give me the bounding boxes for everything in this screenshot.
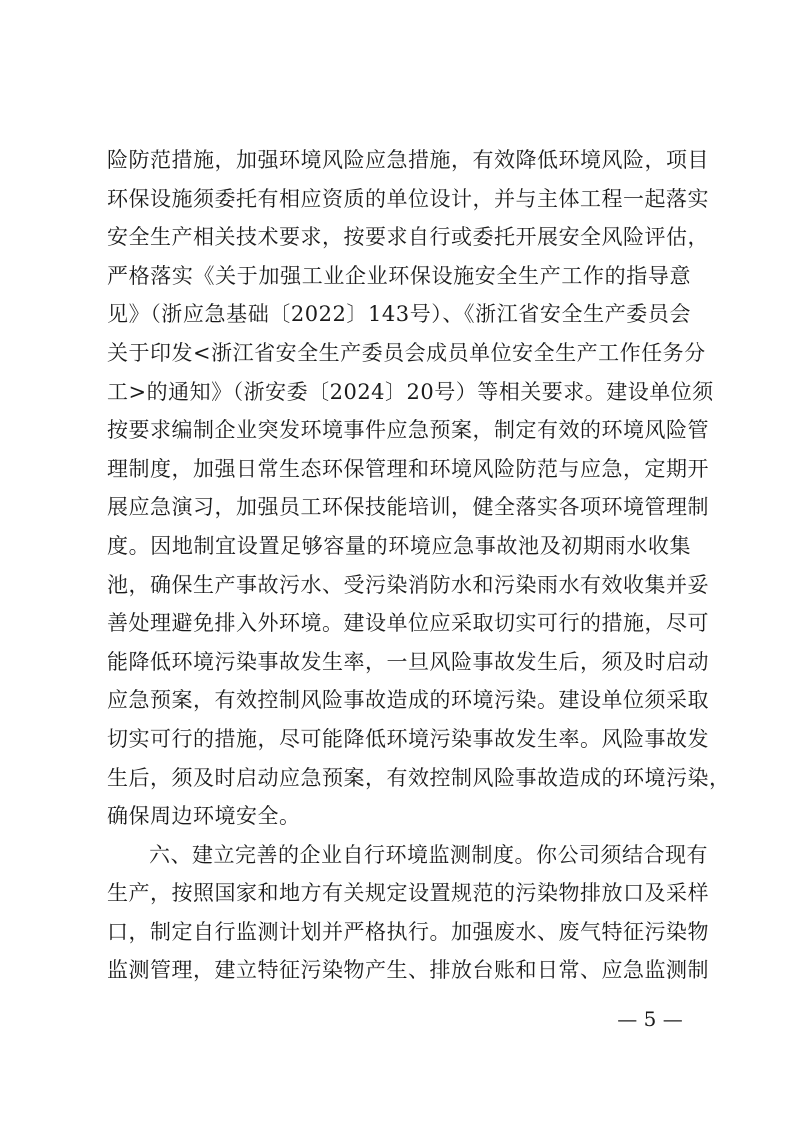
page-number: — 5 — bbox=[617, 1007, 683, 1031]
body-text bbox=[107, 141, 731, 990]
text-line: 按要求编制企业突发环境事件应急预案，制定有效的环境风险管 bbox=[107, 418, 709, 443]
text-line: 确保周边环境安全。 bbox=[107, 804, 301, 829]
text-line: 环保设施须委托有相应资质的单位设计，并与主体工程一起落实 bbox=[107, 186, 709, 211]
text-line: 口，制定自行监测计划并严格执行。加强废水、废气特征污染物 bbox=[107, 919, 709, 944]
text-line: 切实可行的措施，尽可能降低环境污染事故发生率。风险事故发 bbox=[107, 726, 709, 751]
text-line: 关于印发<浙江省安全生产委员会成员单位安全生产工作任务分 bbox=[107, 340, 706, 365]
text-line: 见》（浙应急基础〔2022〕143号）、《浙江省安全生产委员会 bbox=[107, 302, 691, 327]
text-line: 生产，按照国家和地方有关规定设置规范的污染物排放口及采样 bbox=[107, 881, 709, 906]
text-line: 监测管理，建立特征污染物产生、排放台账和日常、应急监测制 bbox=[107, 958, 709, 983]
text-line: 严格落实《关于加强工业企业环保设施安全生产工作的指导意 bbox=[107, 263, 691, 288]
text-line: 池，确保生产事故污水、受污染消防水和污染雨水有效收集并妥 bbox=[107, 572, 709, 597]
text-line: 善处理避免排入外环境。建设单位应采取切实可行的措施，尽可 bbox=[107, 611, 709, 636]
text-line: 生后，须及时启动应急预案，有效控制风险事故造成的环境污染， bbox=[107, 765, 731, 790]
text-line: 安全生产相关技术要求，按要求自行或委托开展安全风险评估， bbox=[107, 225, 709, 250]
text-line: 险防范措施，加强环境风险应急措施，有效降低环境风险，项目 bbox=[107, 148, 709, 172]
text-line: 展应急演习，加强员工环保技能培训，健全落实各项环境管理制 bbox=[107, 495, 709, 520]
text-line: 理制度，加强日常生态环保管理和环境风险防范与应急，定期开 bbox=[107, 456, 709, 481]
text-line: 能降低环境污染事故发生率，一旦风险事故发生后，须及时启动 bbox=[107, 649, 709, 674]
text-line: 度。因地制宜设置足够容量的环境应急事故池及初期雨水收集 bbox=[107, 533, 691, 558]
text-line: 应急预案，有效控制风险事故造成的环境污染。建设单位须采取 bbox=[107, 688, 709, 713]
text-line: 工>的通知》（浙安委〔2024〕20号）等相关要求。建设单位须 bbox=[107, 379, 714, 404]
section-heading-line: 六、建立完善的企业自行环境监测制度。你公司须结合现有 bbox=[149, 842, 708, 867]
